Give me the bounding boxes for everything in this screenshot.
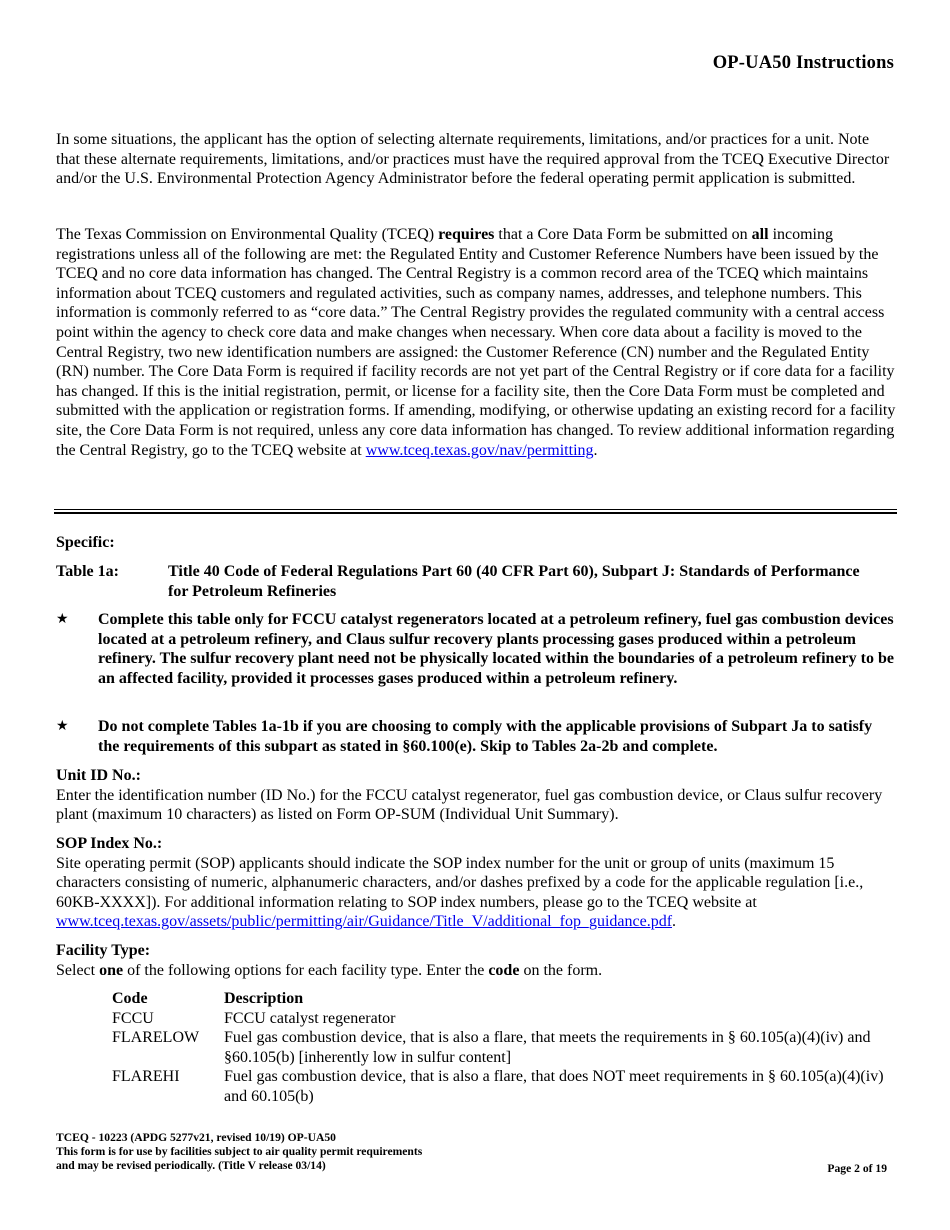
- p2-bold-requires: requires: [438, 226, 495, 243]
- p2-part-a: The Texas Commission on Environmental Quality (TCEQ): [56, 226, 439, 243]
- facility-type-section: [56, 941, 896, 980]
- p2-part-c: that a Core Data Form be submitted on: [494, 226, 752, 243]
- star-icon: ★: [56, 718, 69, 734]
- table-1a-label: Table 1a:: [56, 563, 119, 580]
- p2-bold-all: all: [751, 226, 769, 243]
- ft-part-a: Select: [56, 961, 100, 979]
- ft-bold-one: one: [99, 961, 124, 979]
- sop-index-end: .: [672, 913, 677, 931]
- ft-bold-code: code: [488, 961, 520, 979]
- footer-line-2: This form is for use by facilities subject to air quality permit requirements: [56, 1145, 423, 1158]
- col-header-description: Description: [224, 990, 304, 1007]
- permitting-link[interactable]: www.tceq.texas.gov/nav/permitting: [365, 441, 594, 459]
- table-row: [112, 1028, 902, 1067]
- col-header-code: Code: [112, 990, 148, 1007]
- table-row: [112, 1067, 902, 1106]
- p2-part-e: incoming registrations unless all of the following are met: the Regulated Entity and Customer Reference Numbers have been issued by the TCEQ and no core data information has changed. The Central Registry is a common record area of the TCEQ which maintains information about TCEQ customers and regulated activities, such as company names, addresses, and telephone numbers. This information is commonly referred to as “core data.” The Central Registry provides the regulated community with a central access point within the agency to check core data and make changes when necessary. When core data about a facility is moved to the Central Registry, two new identification numbers are assigned: the Customer Reference (CN) number and the Regulated Entity (RN) number. The Core Data Form is required if facility records are not yet part of the Central Registry or if core data for a facility has changed. If this is the initial registration, permit, or license for a facility site, then the Core Data Form must be completed and submitted with the application or registration forms. If amending, modifying, or otherwise updating an existing record for a facility site, the Core Data Form is not required, unless any core data information has changed. To review additional information regarding the Central Registry, go to the TCEQ website at: [56, 226, 896, 459]
- description-cell: FCCU catalyst regenerator: [224, 1009, 396, 1027]
- ft-part-e: on the form.: [519, 961, 603, 979]
- sop-index-section: [56, 834, 896, 932]
- sop-index-heading: SOP Index No.:: [56, 835, 163, 852]
- facility-type-text: [56, 961, 896, 981]
- facility-type-heading: Facility Type:: [56, 942, 151, 959]
- table-row: [112, 1009, 902, 1029]
- fop-guidance-link[interactable]: www.tceq.texas.gov/assets/public/permitting/air/Guidance/Title_V/additional_fop_guidance.pdf: [56, 913, 673, 931]
- sop-index-body: Site operating permit (SOP) applicants should indicate the SOP index number for the unit or group of units (maximum 15 characters consisting of numeric, alphanumeric characters, and/or dashes prefixed by a code for the applicable regulation [i.e., 60KB-XXXX]). For additional information relating to SOP index numbers, please go to the TCEQ website at: [56, 854, 864, 911]
- page-number: Page 2 of 19: [827, 1162, 887, 1175]
- facility-code-table: [112, 989, 902, 1107]
- page-header-title: OP-UA50 Instructions: [712, 53, 894, 73]
- table-1a-title: Title 40 Code of Federal Regulations Part 60 (40 CFR Part 60), Subpart J: Standards of Performance for Petroleum Refineries: [168, 563, 860, 600]
- intro-text-1: In some situations, the applicant has the option of selecting alternate requirements, limitations, and/or practices for a unit. Note that these alternate requirements, limitations, and/or practices must have the required approval from the TCEQ Executive Director and/or the U.S. Environmental Protection Agency Administrator before the federal operating permit application is submitted.: [56, 131, 890, 188]
- sop-index-text: [56, 854, 896, 932]
- intro-paragraph-1: [56, 130, 896, 189]
- code-cell: FLARELOW: [112, 1029, 200, 1047]
- footer-line-1: TCEQ - 10223 (APDG 5277v21, revised 10/19) OP-UA50: [56, 1131, 336, 1144]
- section-divider: [54, 509, 897, 514]
- page-footer: [56, 1131, 896, 1173]
- table-header-row: [112, 989, 902, 1009]
- description-cell: Fuel gas combustion device, that is also a flare, that meets the requirements in § 60.105(a)(4)(iv) and §60.105(b) [inherently low in sulfur content]: [224, 1029, 871, 1066]
- p2-end: .: [593, 441, 598, 459]
- footer-line-3: and may be revised periodically. (Title V release 03/14): [56, 1159, 326, 1172]
- ft-part-c: of the following options for each facility type. Enter the: [123, 961, 489, 979]
- bullet-1-text: Complete this table only for FCCU catalyst regenerators located at a petroleum refinery, fuel gas combustion devices located at a petroleum refinery, and Claus sulfur recovery plants processing gases produced within a petroleum refinery. The sulfur recovery plant need not be physically located within the boundaries of a petroleum refinery to be an affected facility, provided it processes gases produced within a petroleum refinery.: [98, 611, 894, 687]
- code-cell: FCCU: [112, 1009, 154, 1027]
- unit-id-section: [56, 766, 896, 825]
- specific-heading: Specific:: [56, 534, 115, 551]
- description-cell: Fuel gas combustion device, that is also a flare, that does NOT meet requirements in § 60.105(a)(4)(iv) and 60.105(b): [224, 1068, 884, 1105]
- intro-text-2: [56, 225, 896, 460]
- star-icon: ★: [56, 611, 69, 627]
- code-cell: FLAREHI: [112, 1068, 180, 1086]
- unit-id-text: Enter the identification number (ID No.) for the FCCU catalyst regenerator, fuel gas combustion device, or Claus sulfur recovery plant (maximum 10 characters) as listed on Form OP-SUM (Individual Unit Summary).: [56, 786, 883, 824]
- unit-id-heading: Unit ID No.:: [56, 767, 141, 784]
- bullet-2-text: Do not complete Tables 1a-1b if you are choosing to comply with the applicable provisions of Subpart Ja to satisfy the requirements of this subpart as stated in §60.100(e). Skip to Tables 2a-2b and complete.: [98, 718, 873, 755]
- intro-paragraph-2: [56, 225, 896, 460]
